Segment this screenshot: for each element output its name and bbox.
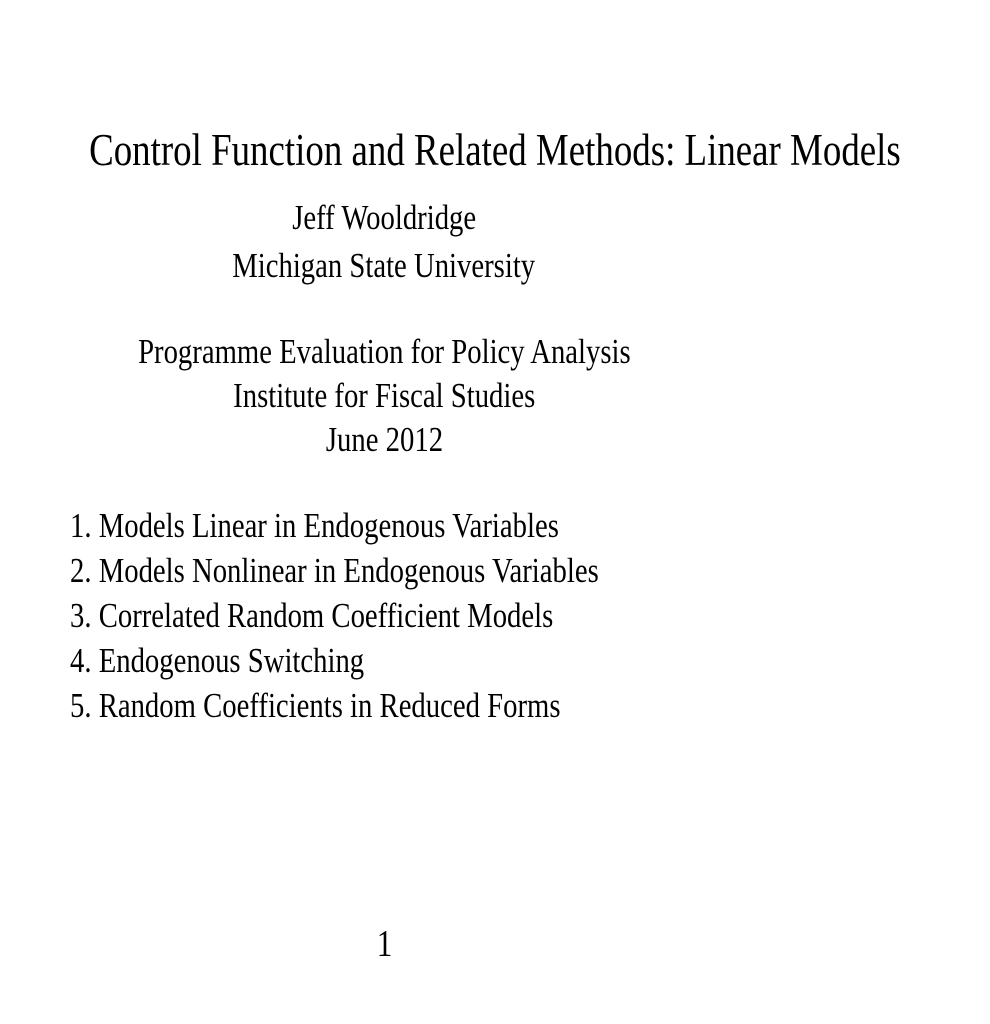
outline-item <box>70 643 715 688</box>
outline-list <box>70 508 715 733</box>
author-name <box>0 200 768 235</box>
author-affiliation-text: Michigan State University <box>232 246 536 285</box>
page-number-text: 1 <box>376 923 392 965</box>
outline-item-text: 1. Models Linear in Endogenous Variables <box>70 506 559 545</box>
event-date-text: June 2012 <box>325 420 443 459</box>
author-affiliation <box>0 248 768 283</box>
page-number <box>0 925 768 963</box>
slide-title <box>0 125 901 175</box>
outline-item-text: 3. Correlated Random Coefficient Models <box>70 596 554 635</box>
event-institution-text: Institute for Fiscal Studies <box>232 376 536 415</box>
slide-title-text: Control Function and Related Methods: Linear Models <box>89 125 901 175</box>
author-name-text: Jeff Wooldridge <box>292 198 476 237</box>
event-name <box>0 334 768 369</box>
outline-item-text: 5. Random Coefficients in Reduced Forms <box>70 686 561 725</box>
outline-item <box>70 508 715 553</box>
event-name-text: Programme Evaluation for Policy Analysis <box>137 332 631 371</box>
outline-item <box>70 688 715 733</box>
outline-item <box>70 553 715 598</box>
outline-item-text: 4. Endogenous Switching <box>70 641 365 680</box>
event-institution <box>0 378 768 413</box>
outline-item <box>70 598 715 643</box>
event-date <box>0 422 768 457</box>
outline-item-text: 2. Models Nonlinear in Endogenous Variables <box>70 551 599 590</box>
